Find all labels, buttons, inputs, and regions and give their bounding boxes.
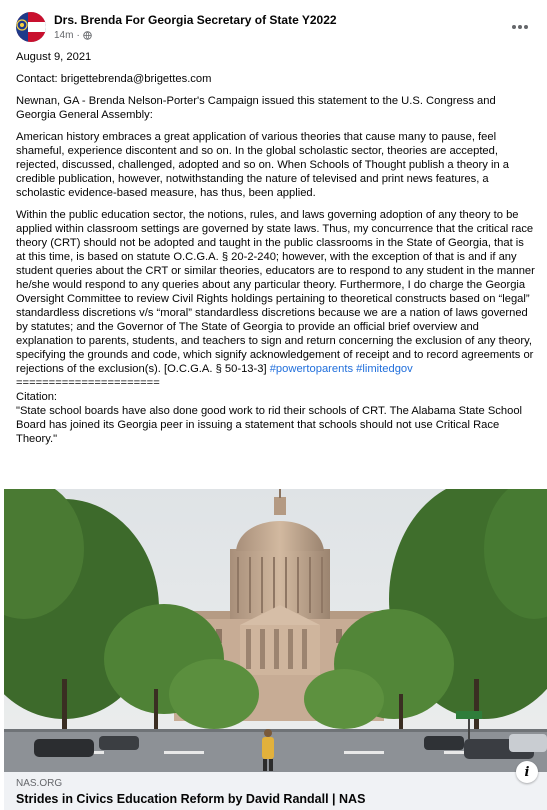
globe-icon[interactable] <box>83 31 92 40</box>
post-date: August 9, 2021 <box>16 51 92 63</box>
page-name-link[interactable]: Drs. Brenda For Georgia Secretary of State Y2022 <box>54 13 337 27</box>
citation-label: Citation: <box>16 391 58 403</box>
paragraph-2-text: Within the public education sector, the notions, rules, and laws governing adoption of any theory to be applied within classroom settings are governed by state laws. Thus, my concurrence that the critical race theory (CRT) should not be adopted and taught in the public classrooms in the State of Georgia, that is at this time, is based on statute O.C.G.A. § 20-2-240; however, with the exception of that is and if any student queries about the CRT or similar theories, educators are to respond to any student in the manner he/she would respond to any queries about any particular theory. Furthermore, I do charge the Georgia Oversight Committee to review Civil Rights holdings pertaining to theoretical constructs based on “legal” standardless discretions v/s “moral” standardless discretions because we are a nation of laws governed by statutes; and the Governor of The State of Georgia to provide an official brief overview and explanation to parents, students, and teachers to sign and return concerning the exclusion of any theory, specifying the grounds and code, which signify acknowledgement of receipt and to record agreements or rejections of the exclusion(s). [O.C.G.A. § 50-13-3] <box>16 209 535 375</box>
post-body <box>16 50 536 454</box>
post-paragraph-1: American history embraces a great application of various theories that cause many to pause, feel shameful, experience discontent and so on. In the global scholastic sector, theories are accepted, rejected, discussed, challenged, adopted and so on. When Schools of Thought publish a theory in a credible publication, however, notwithstanding the nature of televised and print news features, a scholastic evidence-based measure, has thus, been applied. <box>16 131 509 199</box>
citation-text: "State school boards have also done good work to rid their schools of CRT. The Alabama State School Board has joined its Georgia peer in issuing a statement that schools should not use Critical Race Theory." <box>16 405 523 445</box>
post-header <box>0 0 547 50</box>
link-preview-image[interactable] <box>4 489 547 772</box>
post-meta <box>54 30 92 41</box>
post-contact: Contact: brigettebrenda@brigettes.com <box>16 73 212 85</box>
dot-icon <box>512 25 516 29</box>
meta-dot: · <box>76 30 80 41</box>
link-preview-card[interactable] <box>4 489 547 810</box>
hashtag-limitedgov[interactable]: #limitedgov <box>356 363 413 375</box>
georgia-flag-icon <box>16 12 46 42</box>
info-button[interactable]: i <box>516 761 538 783</box>
more-options-button[interactable] <box>508 20 532 34</box>
dot-icon <box>518 25 522 29</box>
post-intro: Newnan, GA - Brenda Nelson-Porter's Campaign issued this statement to the U.S. Congress and Georgia General Assembly: <box>16 95 496 121</box>
capitol-building-image <box>4 489 547 772</box>
separator-line: ====================== <box>16 377 160 389</box>
hashtag-powertoparents[interactable]: #powertoparents <box>269 363 354 375</box>
post-timestamp[interactable]: 14m <box>54 30 74 41</box>
page-avatar[interactable] <box>16 12 46 42</box>
link-domain: NAS.ORG <box>16 778 63 789</box>
dot-icon <box>524 25 528 29</box>
link-title[interactable]: Strides in Civics Education Reform by David Randall | NAS <box>16 792 366 806</box>
post-paragraph-2 <box>16 208 536 376</box>
